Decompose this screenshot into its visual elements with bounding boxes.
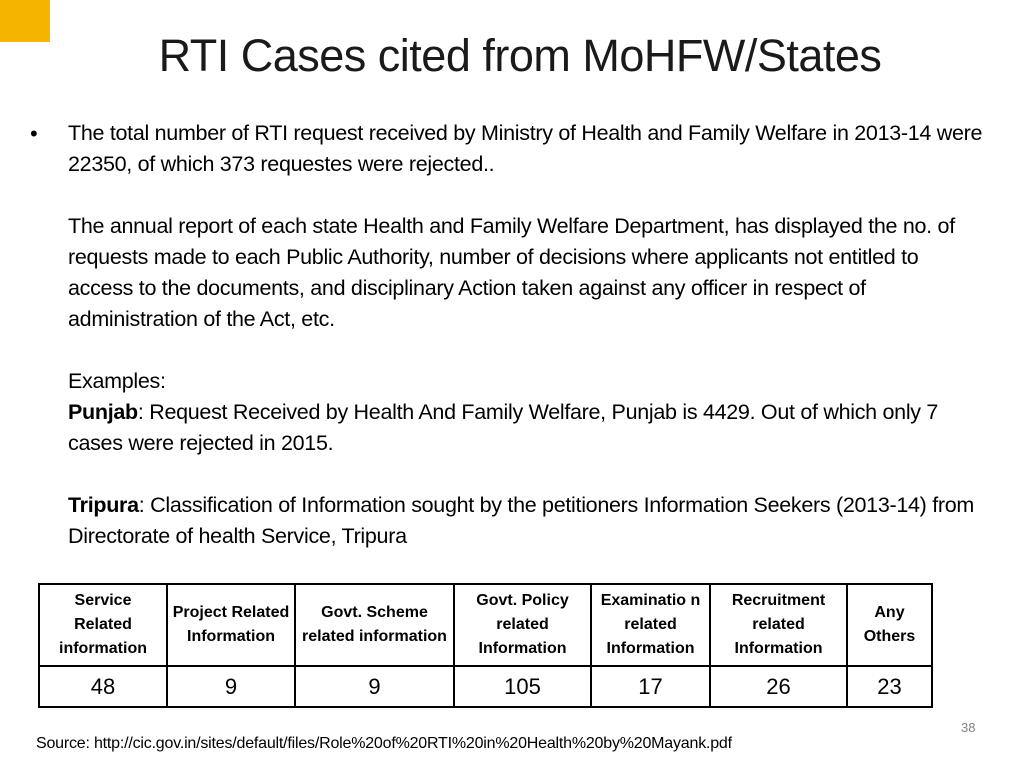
table-header-cell: Govt. Scheme related information	[295, 584, 454, 666]
rti-classification-table	[38, 583, 933, 708]
table-row	[39, 666, 932, 707]
table-header-row	[39, 584, 932, 666]
table-header-cell: Service Related information	[39, 584, 167, 666]
punjab-example	[68, 397, 988, 459]
source-citation: Source: http://cic.gov.in/sites/default/files/Role%20of%20RTI%20in%20Health%20by%20Mayank.pdf	[36, 735, 732, 752]
table-header-cell: Examinatio n related Information	[591, 584, 710, 666]
table-cell: 26	[710, 666, 847, 707]
table-cell: 17	[591, 666, 710, 707]
examples-label: Examples:	[68, 369, 166, 393]
table-header-cell: Any Others	[847, 584, 932, 666]
paragraph-annual-report: The annual report of each state Health and Family Welfare Department, has displayed the no. of requests made to each Public Authority, number of decisions where applicants not entitled to access to the documents, and disciplinary Action taken against any officer in respect of administration of the Act, etc.	[68, 214, 955, 331]
table-cell: 9	[167, 666, 295, 707]
page-number: 38	[961, 720, 976, 735]
tripura-text: : Classification of Information sought by the petitioners Information Seekers (2013-14) from Directorate of health Service, Tripura	[68, 493, 974, 548]
bullet-marker: •	[30, 121, 38, 146]
table-cell: 48	[39, 666, 167, 707]
table-header-cell: Project Related Information	[167, 584, 295, 666]
punjab-label: Punjab	[68, 400, 138, 424]
table-cell: 23	[847, 666, 932, 707]
slide-body	[68, 118, 988, 552]
table-header-cell: Recruitment related Information	[710, 584, 847, 666]
page-title: RTI Cases cited from MoHFW/States	[158, 30, 882, 81]
tripura-example	[68, 490, 988, 552]
table-cell: 105	[454, 666, 591, 707]
punjab-text: : Request Received by Health And Family Welfare, Punjab is 4429. Out of which only 7 cases were rejected in 2015.	[68, 400, 939, 455]
paragraph-ministry-requests: The total number of RTI request received by Ministry of Health and Family Welfare in 2013-14 were 22350, of which 373 requestes were rejected..	[68, 121, 983, 176]
tripura-label: Tripura	[68, 493, 139, 517]
table-cell: 9	[295, 666, 454, 707]
table-header-cell: Govt. Policy related Information	[454, 584, 591, 666]
